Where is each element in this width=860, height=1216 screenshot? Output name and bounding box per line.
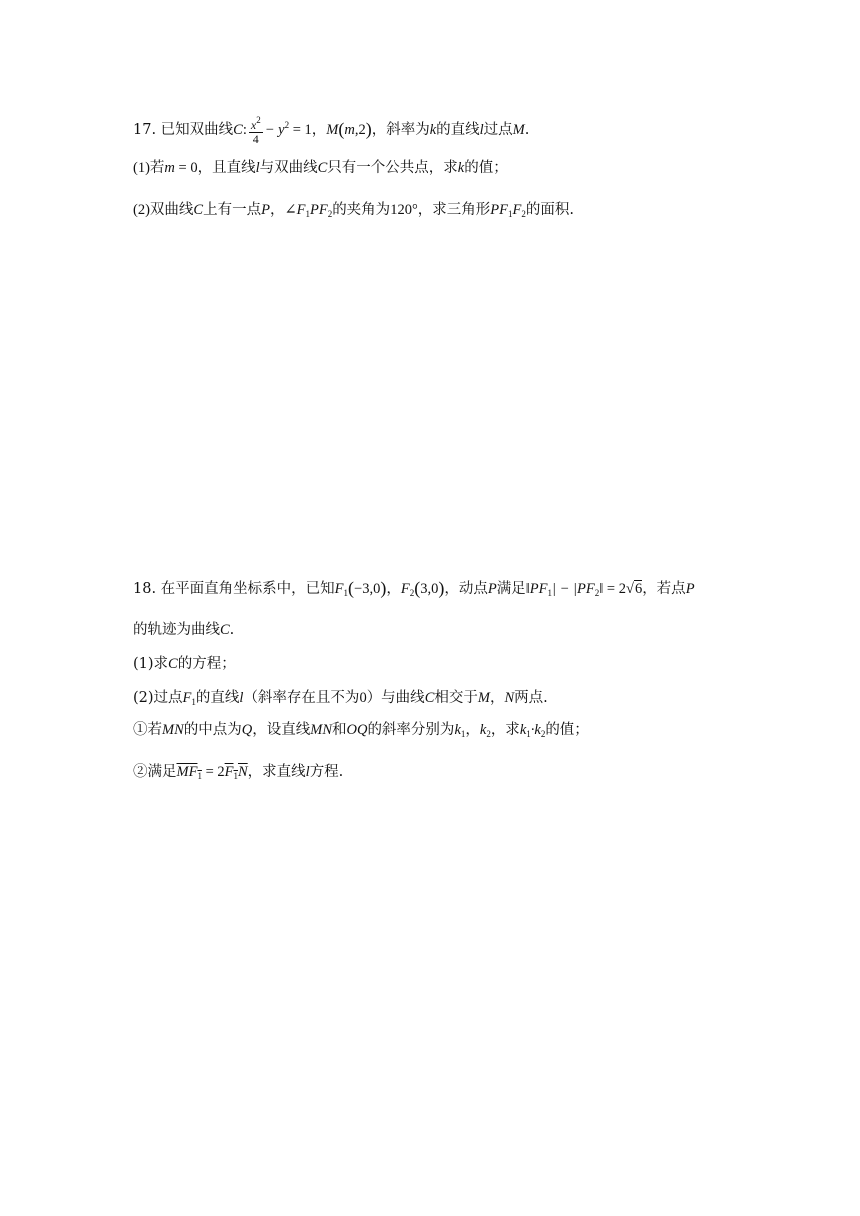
- q18-stem-cont: 的轨迹为曲线C.: [133, 622, 235, 638]
- q18-sub1: ①若MN的中点为Q，设直线MN和OQ的斜率分别为$k_1$，$k_2$，求$k_1\cdot k_2$的值；: [133, 722, 589, 739]
- q18-stem: 18. 在平面直角坐标系中，已知$F_1(-3,0)$，$F_2(3,0)$，动点P满足$‖PF_1|$ − $|PF_2‖ = 2√6$，若点P: [133, 578, 695, 598]
- q17-part2: (2)双曲线C上有一点P，$\angle F_1PF_2$的夹角为120°，求三角形$PF_1F_2$的面积.: [133, 202, 574, 219]
- fraction: $\frac{x^2}{4}$: [250, 115, 261, 146]
- q18-part1: (1)求C的方程；: [133, 656, 236, 672]
- question-number: 17.: [133, 122, 157, 138]
- q17-part1: (1)若m = 0，且直线l与双曲线C只有一个公共点，求k的值；: [133, 160, 508, 176]
- q17-stem: 17. 已知双曲线C: $\frac{x^2}{4}$ − $y^2 = 1$，M(m,2)，斜率为k的直线l过点M.: [133, 115, 530, 146]
- q18-sub2: ②满足$MF_1 = 2F_1N$，求直线l方程.: [133, 764, 344, 781]
- question-number: 18.: [133, 581, 157, 597]
- q18-part2: (2)过点$F_1$的直线l（斜率存在且不为0）与曲线C相交于M，N两点.: [133, 690, 548, 707]
